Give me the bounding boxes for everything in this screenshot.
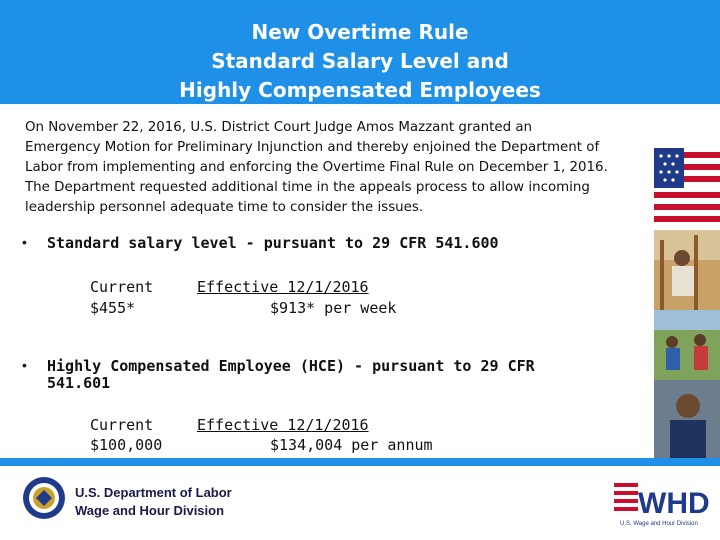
footer-divider bbox=[0, 458, 720, 466]
current-label: Current bbox=[90, 278, 154, 296]
current-label: Current bbox=[90, 416, 154, 434]
effective-label: Effective 12/1/2016 bbox=[197, 278, 369, 296]
footer-agency-name bbox=[75, 484, 232, 520]
american-flag-image bbox=[654, 148, 720, 230]
footer-line-1: U.S. Department of Labor bbox=[75, 485, 232, 500]
title-line-2: Standard Salary Level and bbox=[211, 49, 509, 73]
construction-worker-photo bbox=[654, 230, 720, 310]
bullet-marker: • bbox=[22, 234, 27, 250]
intro-line: On November 22, 2016, U.S. District Court Judge Amos Mazzant granted an bbox=[25, 120, 533, 135]
bullet-marker: • bbox=[22, 357, 27, 373]
intro-line: The Department requested additional time in the appeals process to allow incoming bbox=[25, 180, 590, 195]
workers-field-photo bbox=[654, 310, 720, 380]
intro-line: Labor from implementing and enforcing the Overtime Final Rule on December 1, 2016. bbox=[25, 160, 608, 175]
effective-label: Effective 12/1/2016 bbox=[197, 416, 369, 434]
intro-line: leadership personnel adequate time to consider the issues. bbox=[25, 200, 424, 215]
intro-paragraph bbox=[25, 118, 650, 218]
effective-value: $134,004 per annum bbox=[270, 436, 433, 454]
header-banner bbox=[0, 0, 720, 104]
whd-logo-subtext: U.S. Wage and Hour Division bbox=[620, 521, 698, 527]
dol-seal-icon bbox=[22, 476, 66, 520]
page-title bbox=[0, 0, 720, 105]
title-line-1: New Overtime Rule bbox=[251, 20, 469, 44]
intro-line: Emergency Motion for Preliminary Injunction and thereby enjoined the Department of bbox=[25, 140, 600, 155]
whd-logo-text: WHD bbox=[638, 487, 710, 520]
bullet-hce-line-2: 541.601 bbox=[47, 374, 111, 392]
effective-value: $913* per week bbox=[270, 299, 397, 317]
footer-line-2: Wage and Hour Division bbox=[75, 503, 225, 518]
worker-portrait-photo bbox=[654, 380, 720, 458]
whd-logo bbox=[612, 475, 712, 527]
bullet-hce-line-1: Highly Compensated Employee (HCE) - pursuant to 29 CFR bbox=[47, 357, 535, 375]
current-value: $100,000 bbox=[90, 436, 163, 454]
side-photo-strip bbox=[654, 148, 720, 458]
title-line-3: Highly Compensated Employees bbox=[179, 78, 541, 102]
bullet-standard-salary: Standard salary level - pursuant to 29 CFR 541.600 bbox=[47, 234, 499, 252]
current-value: $455* bbox=[90, 299, 136, 317]
